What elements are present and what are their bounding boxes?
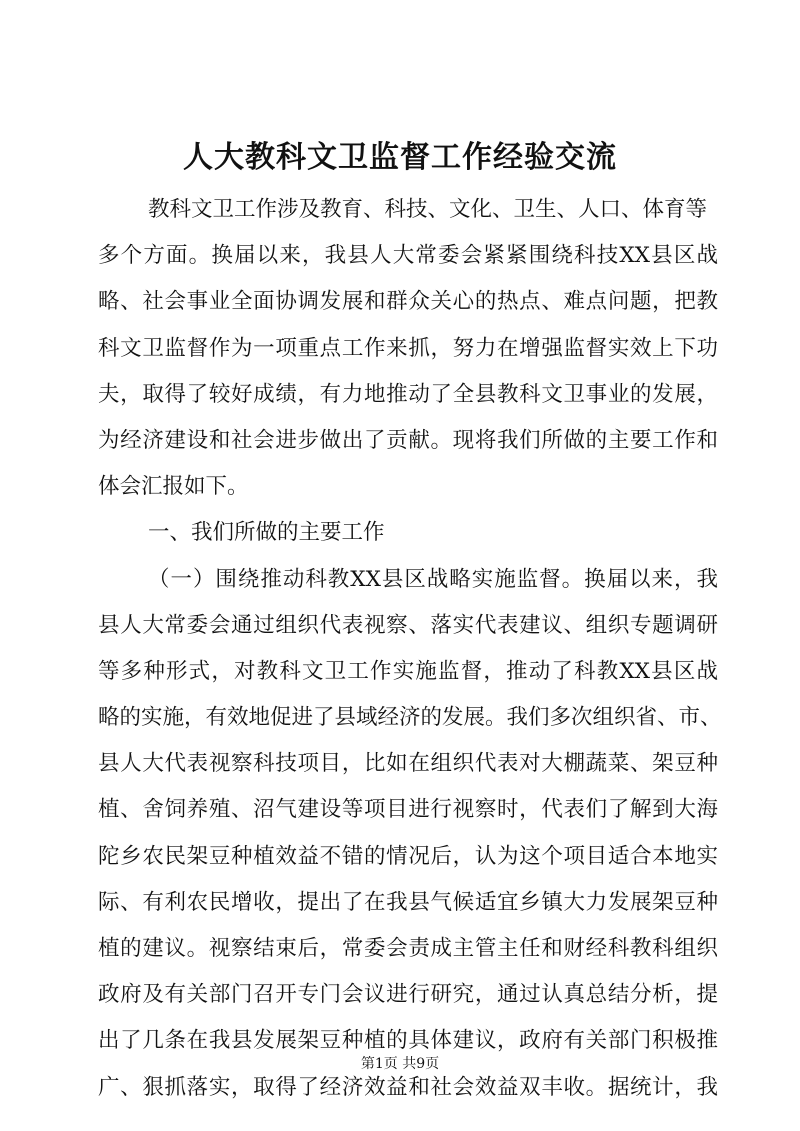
paragraph-line: 县人大代表视察科技项目，比如在组织代表对大棚蔬菜、架豆种	[98, 751, 718, 777]
paragraph-line: 等多种形式，对教科文卫工作实施监督，推动了科教XX县区战	[98, 658, 718, 684]
paragraph-line: 多个方面。换届以来，我县人大常委会紧紧围绕科技XX县区战	[98, 243, 718, 269]
paragraph-line: 陀乡农民架豆种植效益不错的情况后，认为这个项目适合本地实	[98, 843, 718, 869]
paragraph-line: （一）围绕推动科教XX县区战略实施监督。换届以来，我	[148, 566, 718, 592]
paragraph-line: 教科文卫工作涉及教育、科技、文化、卫生、人口、体育等	[148, 197, 708, 222]
paragraph-line: 科文卫监督作为一项重点工作来抓，努力在增强监督实效上下功	[98, 335, 718, 361]
paragraph-line: 体会汇报如下。	[98, 474, 249, 500]
paragraph-line: 略的实施，有效地促进了县域经济的发展。我们多次组织省、市、	[98, 705, 722, 731]
paragraph-line: 出了几条在我县发展架豆种植的具体建议，政府有关部门积极推	[98, 1028, 718, 1054]
paragraph-line: 政府及有关部门召开专门会议进行研究，通过认真总结分析，提	[98, 982, 718, 1008]
section-heading: 一、我们所做的主要工作	[148, 520, 385, 546]
paragraph-line: 植、舍饲养殖、沼气建设等项目进行视察时，代表们了解到大海	[98, 797, 718, 823]
paragraph-line: 植的建议。视察结束后，常委会责成主管主任和财经科教科组织	[98, 936, 718, 961]
paragraph-line: 广、狠抓落实，取得了经济效益和社会效益双丰收。据统计，我	[98, 1074, 718, 1100]
document-body	[98, 187, 722, 1111]
paragraph-line: 县人大常委会通过组织代表视察、落实代表建议、组织专题调研	[98, 612, 718, 638]
paragraph-line: 际、有利农民增收，提出了在我县气候适宜乡镇大力发展架豆种	[98, 889, 718, 915]
paragraph-line: 略、社会事业全面协调发展和群众关心的热点、难点问题，把教	[98, 289, 718, 315]
paragraph-line: 为经济建设和社会进步做出了贡献。现将我们所做的主要工作和	[98, 427, 718, 453]
paragraph-line: 夫，取得了较好成绩，有力地推动了全县教科文卫事业的发展，	[98, 381, 718, 407]
document-title: 人大教科文卫监督工作经验交流	[183, 140, 617, 175]
page-number: 第1页 共9页	[360, 1056, 440, 1072]
